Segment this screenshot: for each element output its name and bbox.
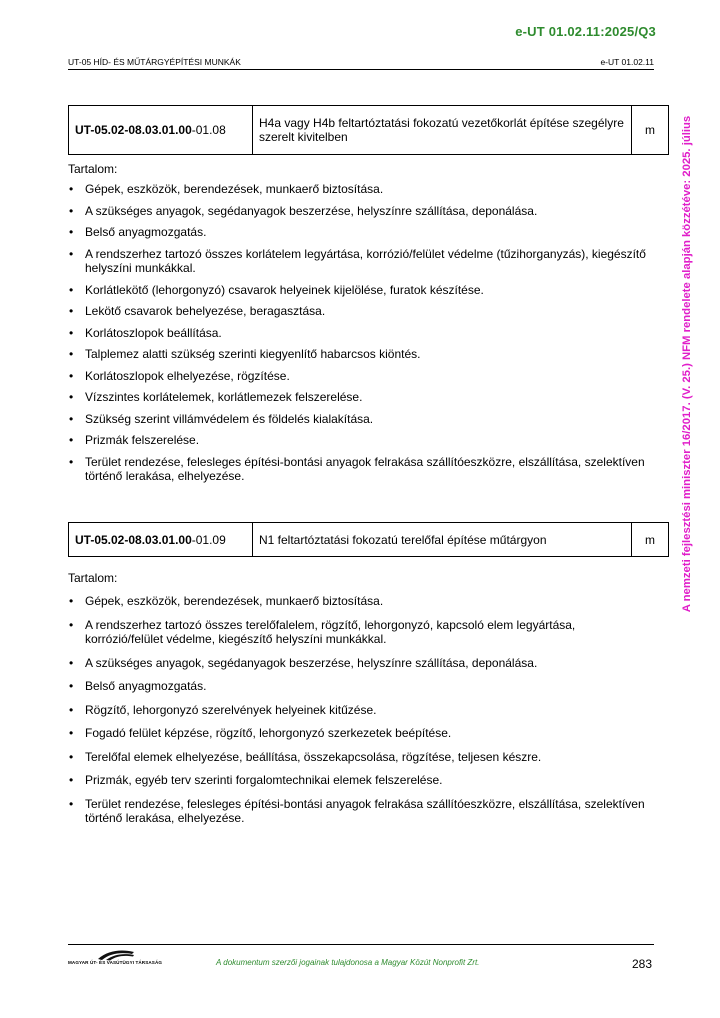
list-item: • Belső anyagmozgatás. (69, 679, 207, 693)
content-label: Tartalom: (68, 162, 118, 176)
list-item: • Terület rendezése, felesleges építési-bontási anyagok felrakása szállítóeszközre, elszállítása, szelektíven történő lerakása, elhelyezése. (69, 454, 645, 483)
bullet-icon: • (69, 304, 74, 318)
item-code (69, 523, 253, 556)
item-unit: m (645, 532, 655, 547)
document-short-code: e-UT 01.02.11 (600, 57, 654, 67)
item-code-suffix: -01.09 (191, 532, 226, 547)
chapter-title: UT-05 HÍD- ÉS MŰTÁRGYÉPÍTÉSI MUNKÁK (68, 57, 241, 67)
list-item: • Gépek, eszközök, berendezések, munkaerő biztosítása. (69, 594, 384, 608)
item-description: N1 feltartóztatási fokozatú terelőfal építése műtárgyon (253, 523, 632, 556)
side-note-text: A nemzeti fejlesztési miniszter 16/2017. (V. 25.) NFM rendelete alapján közzétéve: 2025. július (681, 115, 693, 612)
list-item: • A szükséges anyagok, segédanyagok beszerzése, helyszínre szállítása, deponálása. (69, 655, 538, 670)
list-item: • Rögzítő, lehorgonyzó szerelvények helyeinek kitűzése. (69, 702, 377, 717)
bullet-icon: • (69, 325, 74, 340)
bullet-icon: • (69, 347, 74, 361)
list-item: • A szükséges anyagok, segédanyagok beszerzése, helyszínre szállítása, deponálása. (69, 203, 538, 218)
bullet-icon: • (69, 282, 74, 297)
list-item: • Korlátlekötő (lehorgonyzó) csavarok helyeinek kijelölése, furatok készítése. (69, 282, 484, 297)
bullet-icon: • (69, 655, 74, 670)
header-divider (68, 69, 654, 70)
bullet-icon: • (69, 749, 74, 764)
list-item: • Terület rendezése, felesleges építési-bontási anyagok felrakása szállítóeszközre, elszállítása, szelektíven történő lerakása, elhelyezése. (69, 796, 645, 825)
item-unit: m (645, 123, 655, 137)
logo-text: MAGYAR ÚT- ÉS VASÚTÜGYI TÁRSASÁG (68, 960, 163, 965)
list-item: • Talplemez alatti szükség szerinti kiegyenlítő habarcsos kiöntés. (69, 347, 421, 361)
copyright-notice: A dokumentum szerzői jogainak tulajdonosa a Magyar Közút Nonprofit Zrt. (216, 958, 480, 967)
list-item: • Prizmák felszerelése. (69, 433, 200, 447)
bullet-icon: • (69, 773, 74, 787)
bullet-icon: • (69, 411, 74, 426)
footer-divider (68, 944, 654, 945)
bullet-icon: • (69, 594, 74, 608)
list-item: • Fogadó felület képzése, rögzítő, lehorgonyzó szerkezetek beépítése. (69, 726, 452, 740)
publication-side-note (676, 95, 698, 632)
list-item: • Lekötő csavarok behelyezése, beragasztása. (69, 304, 326, 318)
bullet-icon: • (69, 454, 74, 469)
bullet-icon: • (69, 368, 74, 383)
list-item: • Vízszintes korlátelemek, korlátlemezek felszerelése. (69, 390, 363, 404)
content-list (68, 182, 650, 484)
bullet-icon: • (69, 433, 74, 447)
bullet-icon: • (69, 702, 74, 717)
list-item: • A rendszerhez tartozó összes korlátelem legyártása, korrózió/felület védelme (tűzihorganyzás), kiegészítő helyszíni munkákkal. (69, 246, 646, 275)
bullet-icon: • (69, 679, 74, 693)
list-item: • A rendszerhez tartozó összes terelőfalelem, rögzítő, lehorgonyzó, kapcsoló elem legyártása, korrózió/felület védelme, kiegészítő helyszíni munkákkal. (69, 617, 576, 646)
item-header-table (68, 522, 669, 557)
bullet-icon: • (69, 390, 74, 404)
item-code-suffix: -01.08 (191, 123, 226, 137)
bullet-icon: • (69, 617, 74, 632)
bullet-icon: • (69, 225, 74, 239)
list-item: • Belső anyagmozgatás. (69, 225, 207, 239)
item-code-bold: UT-05.02-08.03.01.00 (75, 123, 192, 137)
list-item: • Prizmák, egyéb terv szerinti forgalomtechnikai elemek felszerelése. (69, 773, 443, 787)
item-code (69, 106, 253, 154)
list-item: • Gépek, eszközök, berendezések, munkaerő biztosítása. (69, 182, 384, 196)
content-label: Tartalom: (68, 571, 118, 585)
list-item: • Korlátoszlopok elhelyezése, rögzítése. (69, 368, 290, 383)
bullet-icon: • (69, 246, 74, 261)
document-code: e-UT 01.02.11:2025/Q3 (515, 24, 656, 39)
item-description: H4a vagy H4b feltartóztatási fokozatú vezetőkorlát építése szegélyre szerelt kivitelben (253, 106, 632, 154)
item-code-bold: UT-05.02-08.03.01.00 (75, 532, 192, 547)
item-header-table (68, 105, 669, 155)
bullet-icon: • (69, 796, 74, 811)
bullet-icon: • (69, 726, 74, 740)
list-item: • Szükség szerint villámvédelem és földelés kialakítása. (69, 411, 374, 426)
bullet-icon: • (69, 182, 74, 196)
society-logo (68, 948, 163, 970)
list-item: • Korlátoszlopok beállítása. (69, 325, 222, 340)
page-number: 283 (631, 957, 652, 971)
list-item: • Terelőfal elemek elhelyezése, beállítása, összekapcsolása, rögzítése, teljesen készre. (69, 749, 542, 764)
content-list (68, 594, 650, 826)
bullet-icon: • (69, 203, 74, 218)
